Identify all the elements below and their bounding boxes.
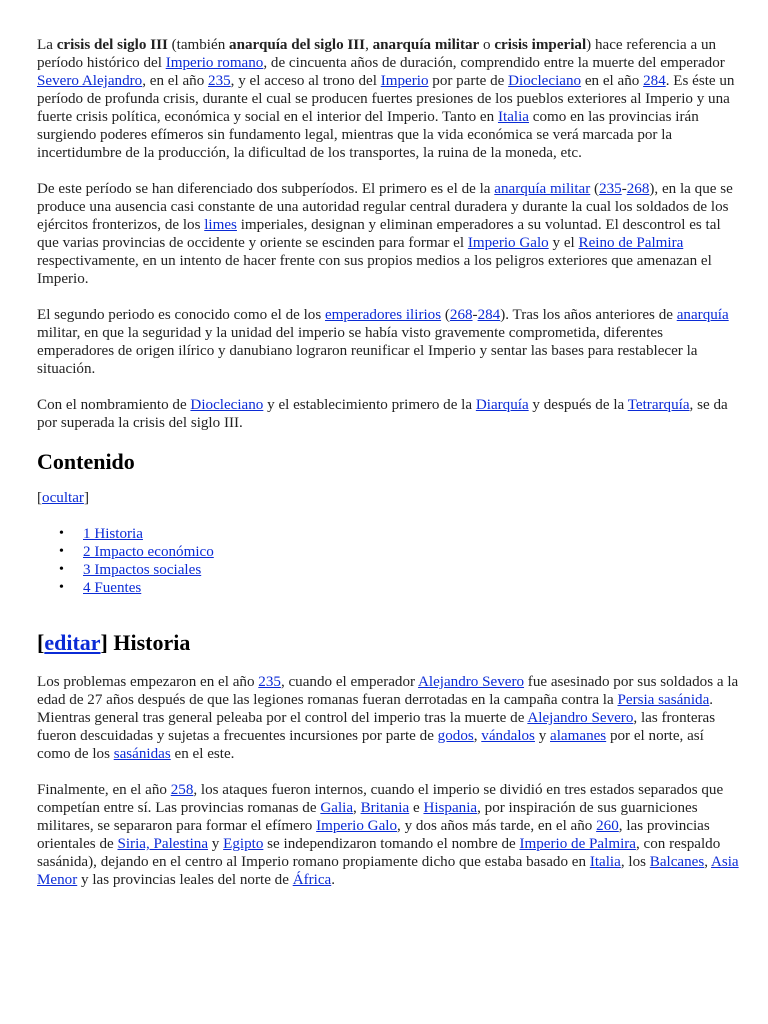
bold-term: anarquía del siglo III: [229, 37, 366, 53]
link-emperadores-ilirios[interactable]: emperadores ilirios: [324, 307, 442, 323]
link-siria-palestina[interactable]: Siria, Palestina: [117, 836, 209, 852]
text: , y dos años más tarde, en el año: [397, 818, 597, 834]
toc-list: [37, 525, 740, 597]
text: respectivamente, en un intento de hacer frente con sus propios medios a los peligros exteriores que amenazan el Imperio.: [37, 253, 712, 287]
text: , las provincias orientales de: [37, 818, 710, 852]
link-alamanes[interactable]: alamanes: [550, 728, 607, 744]
bold-term: crisis del siglo III: [56, 37, 168, 53]
link-reino-de-palmira[interactable]: Reino de Palmira: [578, 235, 684, 251]
text: ). Tras los años anteriores de: [500, 307, 677, 323]
link-284[interactable]: 284: [477, 307, 501, 323]
text: militar, en que la seguridad y la unidad del imperio se había visto gravemente comprometida, diferentes emperadores de origen ilírico y danubiano lograron reunificar el Imperio y sentar las bases para restablecer la situación.: [37, 325, 698, 377]
bracket: [: [37, 490, 43, 506]
link-vandalos[interactable]: vándalos: [481, 728, 535, 744]
bullet-icon: •: [59, 544, 64, 559]
link-sasanidas[interactable]: sasánidas: [113, 746, 171, 762]
link-imperio-de-palmira[interactable]: Imperio de Palmira: [519, 836, 636, 852]
text: , por inspiración de sus guarniciones militares, se separaron para formar el efímero: [37, 800, 698, 834]
text: en el este.: [170, 746, 235, 762]
text: ,: [353, 800, 361, 816]
link-anarquia-militar[interactable]: anarquía militar: [494, 181, 591, 197]
text: , se da por superada la crisis del siglo III.: [37, 397, 728, 431]
toc-link-impacto-economico[interactable]: 2 Impacto económico: [83, 544, 214, 560]
bracket: ]: [83, 490, 89, 506]
text: , los: [620, 854, 650, 870]
text: y después de la: [528, 397, 628, 413]
text: (también: [167, 37, 230, 53]
text: La: [37, 37, 57, 53]
text: ,: [704, 854, 711, 870]
text: por parte de: [428, 73, 509, 89]
text: , los ataques fueron internos, cuando el imperio se dividió en tres estados separados que competían entre sí. Las provincias romanas de: [37, 782, 724, 816]
link-anarquia[interactable]: anarquía: [676, 307, 729, 323]
toc-item: [59, 543, 740, 561]
link-asia-menor[interactable]: Asia Menor: [37, 854, 739, 888]
bullet-icon: •: [59, 562, 64, 577]
diocleciano-paragraph: [37, 396, 740, 432]
link-imperio[interactable]: Imperio: [380, 73, 429, 89]
toc-link-historia[interactable]: 1 Historia: [83, 526, 143, 542]
text: se independizaron tomando el nombre de: [263, 836, 520, 852]
text: imperiales, designan y eliminan emperadores a su voluntad. El descontrol es tal que varias provincias de occidente y oriente se escinden para formar el: [37, 217, 721, 251]
link-260[interactable]: 260: [596, 818, 619, 834]
toc-toggle: [37, 489, 740, 507]
text: . Mientras general tras general peleaba por el control del imperio tras la muerte de: [37, 692, 714, 726]
bold-term: anarquía militar: [372, 37, 480, 53]
text: y: [534, 728, 551, 744]
intro-paragraph: [37, 36, 740, 162]
text: .: [331, 872, 336, 888]
link-268[interactable]: 268: [626, 181, 650, 197]
text: , con respaldo sasánida), dejando en el centro al Imperio romano propiamente dicho que estaba basado en: [37, 836, 721, 870]
link-persia-sasanida[interactable]: Persia sasánida: [617, 692, 710, 708]
link-diocleciano[interactable]: Diocleciano: [190, 397, 264, 413]
link-258[interactable]: 258: [170, 782, 194, 798]
toc-item: [59, 579, 740, 597]
text: y el establecimiento primero de la: [263, 397, 476, 413]
link-tetrarquia[interactable]: Tetrarquía: [627, 397, 690, 413]
toc-item: [59, 525, 740, 543]
toc-link-fuentes[interactable]: 4 Fuentes: [83, 580, 142, 596]
link-godos[interactable]: godos: [437, 728, 474, 744]
text: (: [441, 307, 450, 323]
text: ,: [473, 728, 482, 744]
link-italia[interactable]: Italia: [497, 109, 529, 125]
link-235[interactable]: 235: [208, 73, 231, 89]
link-268[interactable]: 268: [449, 307, 473, 323]
text: . Es éste un período de profunda crisis, durante el cual se producen fuertes presiones de los pueblos exteriores al Imperio y una fuerte crisis política, económica y social en el interior del Imperio. Tanto en: [37, 73, 735, 125]
text: en el año: [581, 73, 644, 89]
link-alejandro-severo[interactable]: Alejandro Severo: [417, 674, 525, 690]
toc-heading: Contenido: [37, 449, 135, 474]
link-egipto[interactable]: Egipto: [223, 836, 264, 852]
text: Los problemas empezaron en el año: [37, 674, 259, 690]
link-britania[interactable]: Britania: [360, 800, 410, 816]
text: -: [621, 181, 627, 197]
link-severo-alejandro[interactable]: Severo Alejandro: [37, 73, 143, 89]
historia-paragraph-1: [37, 673, 740, 763]
link-imperio-galo[interactable]: Imperio Galo: [467, 235, 549, 251]
text: El segundo periodo es conocido como el de los: [37, 307, 325, 323]
text: y: [208, 836, 224, 852]
link-imperio-romano[interactable]: Imperio romano: [165, 55, 264, 71]
text: Finalmente, en el año: [37, 782, 171, 798]
link-alejandro-severo[interactable]: Alejandro Severo: [527, 710, 634, 726]
text: -: [472, 307, 478, 323]
text: , cuando el emperador: [280, 674, 418, 690]
text: , de cincuenta años de duración, comprendido entre la muerte del emperador: [263, 55, 725, 71]
bracket: [: [37, 630, 45, 655]
link-africa[interactable]: África: [292, 872, 332, 888]
text: De este período se han diferenciado dos subperíodos. El primero es el de la: [37, 181, 495, 197]
text: ) hace referencia a un período histórico del: [37, 37, 717, 71]
bracket: ]: [100, 630, 108, 655]
link-balcanes[interactable]: Balcanes: [649, 854, 705, 870]
historia-heading: [37, 629, 740, 657]
text: ,: [365, 37, 373, 53]
link-galia[interactable]: Galia: [320, 800, 354, 816]
text: y el: [548, 235, 579, 251]
text: , y el acceso al trono del: [230, 73, 381, 89]
text: y las provincias leales del norte de: [77, 872, 293, 888]
hide-toc-link[interactable]: ocultar: [42, 490, 84, 506]
text: o: [479, 37, 495, 53]
text: , las fronteras fueron descuidadas y sujetas a frecuentes incursiones por parte de: [37, 710, 716, 744]
illyrian-paragraph: [37, 306, 740, 378]
link-diocleciano[interactable]: Diocleciano: [508, 73, 582, 89]
text: ), en la que se produce una ausencia casi constante de una autoridad regular central duradera y durante la cual los soldados de los ejércitos fronterizos, de los: [37, 181, 733, 233]
text: (: [590, 181, 600, 197]
text: por el norte, así como de los: [37, 728, 704, 762]
subperiods-paragraph: [37, 180, 740, 288]
bold-term: crisis imperial: [494, 37, 587, 53]
toc-link-impactos-sociales[interactable]: 3 Impactos sociales: [83, 562, 202, 578]
link-italia[interactable]: Italia: [589, 854, 621, 870]
link-diarquia[interactable]: Diarquía: [475, 397, 529, 413]
bullet-icon: •: [59, 580, 64, 595]
historia-paragraph-2: [37, 781, 740, 889]
text: , en el año: [142, 73, 209, 89]
bullet-icon: •: [59, 526, 64, 541]
link-284[interactable]: 284: [643, 73, 666, 89]
link-limes[interactable]: limes: [204, 217, 237, 233]
toc-item: [59, 561, 740, 579]
text: e: [409, 800, 424, 816]
edit-section-link[interactable]: editar: [44, 630, 101, 655]
section-title: Historia: [107, 630, 191, 655]
text: Con el nombramiento de: [37, 397, 191, 413]
link-imperio-galo[interactable]: Imperio Galo: [316, 818, 398, 834]
link-hispania[interactable]: Hispania: [423, 800, 478, 816]
text: fue asesinado por sus soldados a la edad de 27 años después de que las legiones romanas fueran derrotadas en la campaña contra la: [37, 674, 739, 708]
link-235[interactable]: 235: [258, 674, 281, 690]
text: como en las provincias irán surgiendo poderes efímeros sin fundamento legal, mientras que la vida económica se verá marcada por la incertidumbre de la producción, la dificultad de los transportes, la ruina de la moneda, etc.: [37, 109, 699, 161]
link-235[interactable]: 235: [599, 181, 622, 197]
